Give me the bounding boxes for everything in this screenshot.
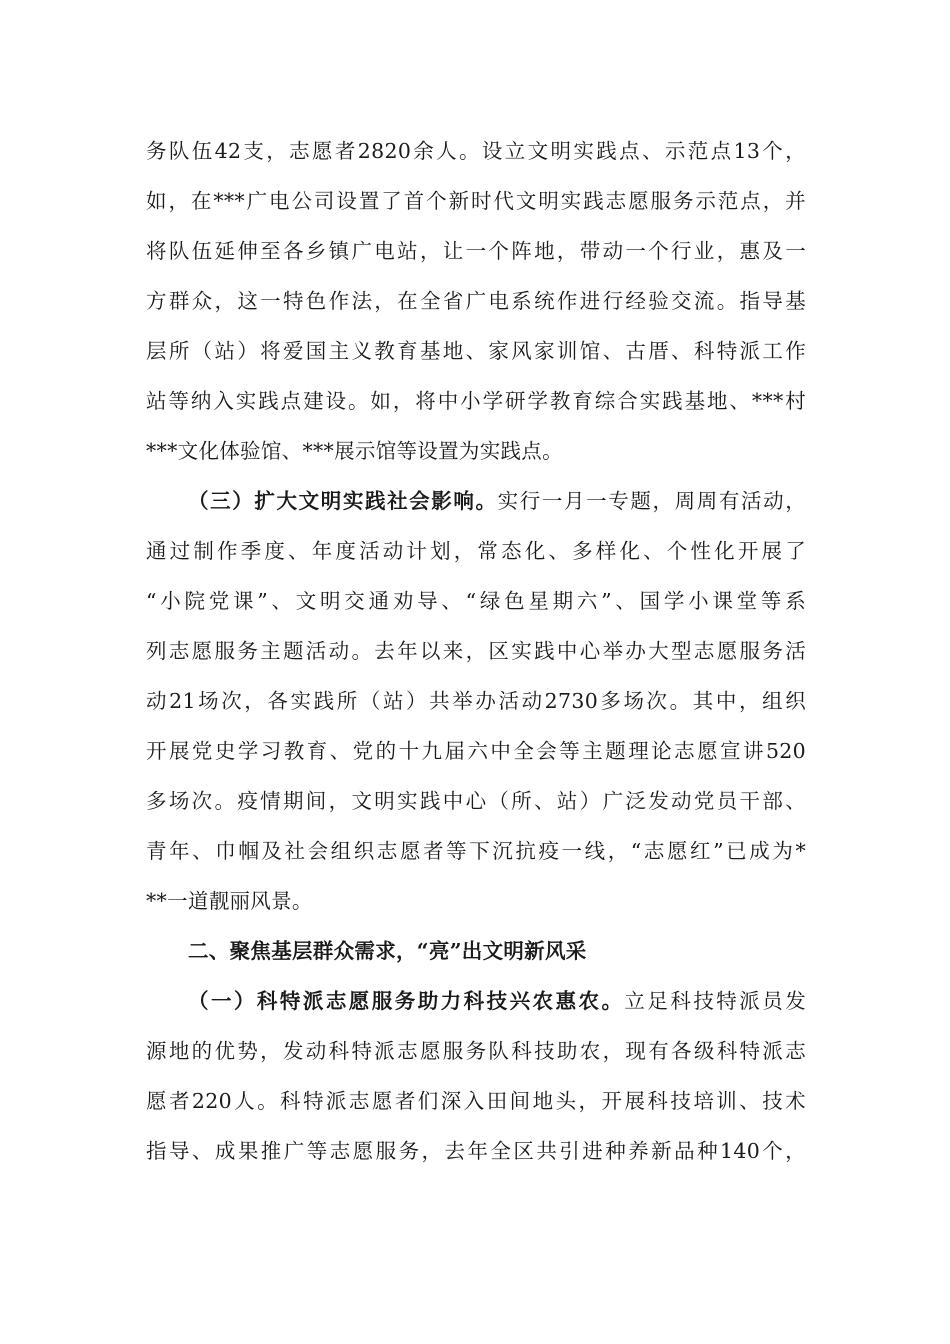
paragraph-line: “小院党课”、文明交通劝导、“绿色星期六”、国学小课堂等系 [146,589,806,613]
paragraph-line: 如，在***广电公司设置了首个新时代文明实践志愿服务示范点，并 [146,189,806,213]
paragraph-line: ***文化体验馆、***展示馆等设置为实践点。 [146,439,563,463]
section-heading-2: 二、聚焦基层群众需求，“亮”出文明新风采 [188,939,587,963]
paragraph-line: 列志愿服务主题活动。去年以来，区实践中心举办大型志愿服务活 [146,639,806,663]
paragraph-line [188,986,806,1016]
paragraph-line: 层所（站）将爱国主义教育基地、家风家训馆、古厝、科特派工作 [146,339,806,363]
paragraph-line: 将队伍延伸至各乡镇广电站，让一个阵地，带动一个行业，惠及一 [146,239,806,263]
paragraph-line: 指导、成果推广等志愿服务，去年全区共引进种养新品种140个， [146,1139,806,1163]
paragraph-line: 站等纳入实践点建设。如，将中小学研学教育综合实践基地、***村 [146,389,806,413]
paragraph-text: 实行一月一专题，周周有活动， [497,489,806,513]
paragraph-line [188,486,806,516]
subheading-1: （一）科特派志愿服务助力科技兴农惠农。 [188,989,625,1013]
paragraph-line: 务队伍42支，志愿者2820余人。设立文明实践点、示范点13个， [146,139,806,163]
subheading-3: （三）扩大文明实践社会影响。 [188,489,498,513]
paragraph-line: 动21场次，各实践所（站）共举办活动2730多场次。其中，组织 [146,689,806,713]
paragraph-line: 愿者220人。科特派志愿者们深入田间地头，开展科技培训、技术 [146,1089,806,1113]
paragraph-line: 源地的优势，发动科特派志愿服务队科技助农，现有各级科特派志 [146,1039,806,1063]
paragraph-line: 通过制作季度、年度活动计划，常态化、多样化、个性化开展了 [146,539,806,563]
paragraph-line: 开展党史学习教育、党的十九届六中全会等主题理论志愿宣讲520 [146,739,806,763]
paragraph-line: 多场次。疫情期间，文明实践中心（所、站）广泛发动党员干部、 [146,789,806,813]
paragraph-line: **一道靓丽风景。 [146,889,313,913]
paragraph-line: 方群众，这一特色作法，在全省广电系统作进行经验交流。指导基 [146,289,806,313]
paragraph-text: 立足科技特派员发 [624,989,807,1013]
paragraph-line: 青年、巾帼及社会组织志愿者等下沉抗疫一线，“志愿红”已成为* [146,839,806,863]
